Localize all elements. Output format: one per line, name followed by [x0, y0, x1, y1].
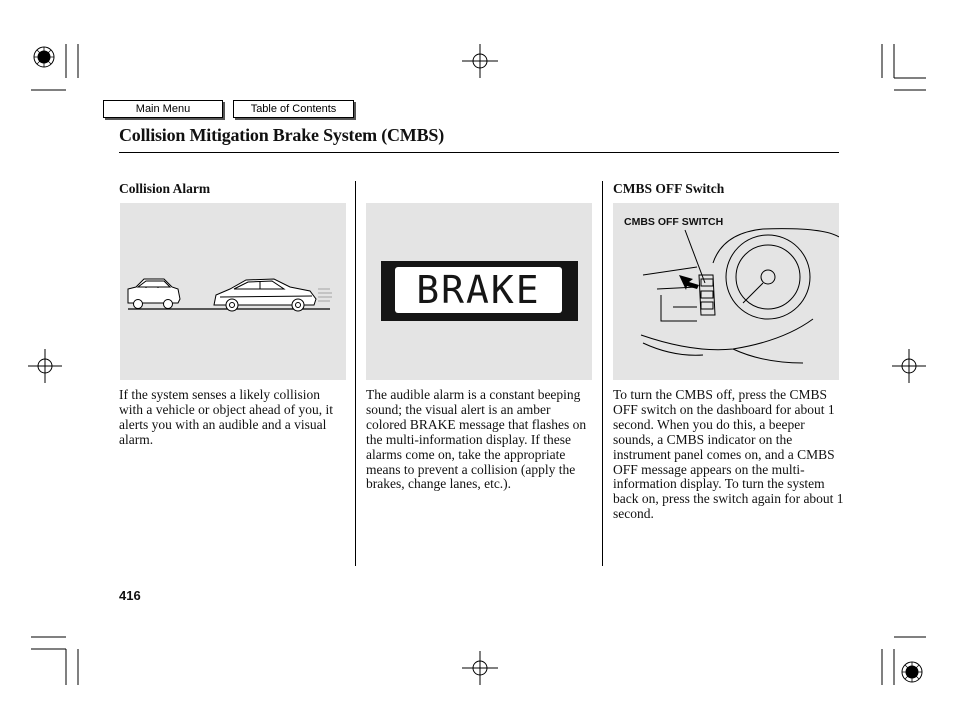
- brake-message: BRAKE: [395, 267, 562, 313]
- collision-alarm-illustration: [120, 203, 346, 380]
- page-number: 416: [119, 588, 141, 603]
- brake-message-illustration: [366, 203, 592, 380]
- page-title: Collision Mitigation Brake System (CMBS): [119, 125, 444, 145]
- section-heading-collision-alarm: Collision Alarm: [119, 181, 211, 196]
- title-divider: [119, 152, 839, 153]
- cars-illustration: [120, 203, 346, 380]
- collision-alarm-text: If the system senses a likely collision with a vehicle or object ahead of you, it alerts you with an audible and a visual alarm.: [119, 387, 334, 447]
- multi-information-display: [381, 261, 578, 321]
- section-heading-cmbs-off-switch: CMBS OFF Switch: [613, 181, 725, 196]
- cmbs-off-switch-text: To turn the CMBS off, press the CMBS OFF switch on the dashboard for about 1 second. When you do this, a beeper sounds, a CMBS indicator on the instrument panel comes on, and a CMBS OFF message appears on the multi-information display. To turn the system back on, press the switch again for about 1 second.: [613, 387, 844, 522]
- column-divider: [602, 181, 603, 566]
- brake-alarm-text: The audible alarm is a constant beeping sound; the visual alert is an amber colored BRAKE message that flashes on the multi-information display. If these alarms come on, take the appropriate means to prevent a collision (apply the brakes, change lanes, etc.).: [366, 387, 587, 492]
- cmbs-off-switch-callout: CMBS OFF SWITCH: [624, 216, 724, 228]
- column-divider: [355, 181, 356, 566]
- table-of-contents-button[interactable]: Table of Contents: [233, 100, 354, 118]
- main-menu-button[interactable]: Main Menu: [103, 100, 223, 118]
- dashboard-illustration: [613, 203, 839, 380]
- cmbs-off-switch-illustration: [613, 203, 839, 380]
